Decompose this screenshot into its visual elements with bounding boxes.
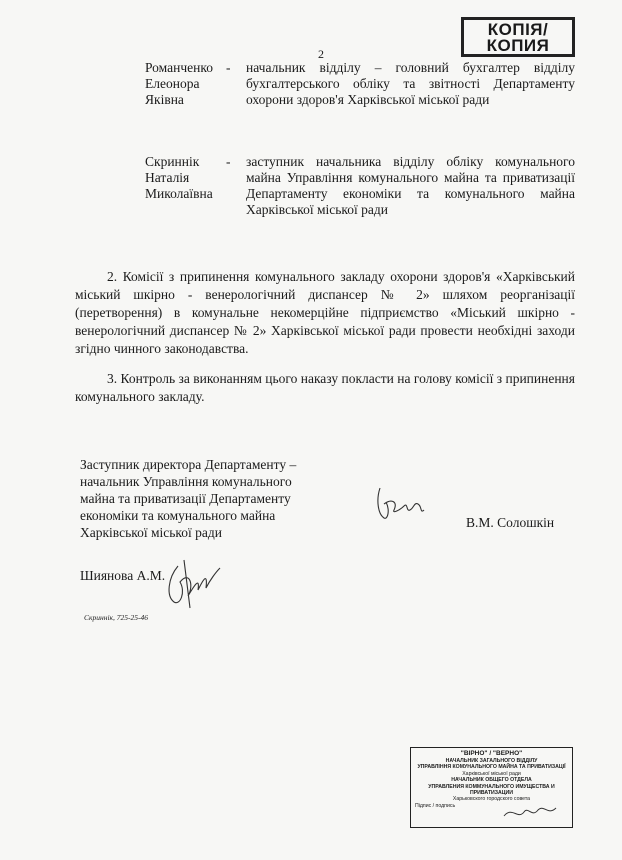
member-role: заступник начальника відділу обліку комунального майна Управління комунального майна та приватизації Департаменту економіки та комунального майна Харківської міської ради [246,154,575,217]
signatory-title-line: майна та приватизації Департаменту [80,491,291,506]
copy-stamp [461,17,575,57]
verno-stamp-signature-label: Підпис / подпись [415,802,456,809]
author-contact: Скриннік, 725-25-46 [84,613,149,622]
member-first-name: Елеонора [145,76,200,91]
member-patronymic: Миколаївна [145,186,213,201]
verno-signature-icon [500,800,560,824]
verno-stamp-title: "ВІРНО" / "ВЕРНО" [460,750,523,757]
signatory-title-line: економіки та комунального майна [80,508,276,523]
paragraph-text: 3. Контроль за виконанням цього наказу покласти на голову комісії з припинення комунального закладу. [75,371,575,404]
member-first-name: Наталія [145,170,190,185]
member-dash: - [226,154,231,169]
paragraph-3 [75,370,575,406]
page-number: 2 [318,47,324,61]
verno-stamp-line: Харківської міської ради [462,770,521,777]
signatory-title [80,456,310,541]
copy-stamp-line2: КОПИЯ [486,36,550,55]
member-surname: Романченко [145,60,213,75]
member-surname: Скриннік [145,154,200,169]
author-name: Шиянова А.М. [80,568,166,583]
signatory-name: В.М. Солошкін [466,515,555,530]
paragraph-2 [75,268,575,358]
verno-stamp-line: НАЧАЛЬНИК ОБЩЕГО ОТДЕЛА [451,777,532,784]
verno-stamp-line: НАЧАЛЬНИК ЗАГАЛЬНОГО ВІДДІЛУ [445,758,538,764]
verno-stamp-line: Харьковского городского совета [452,796,531,803]
signatory-title-line: начальник Управління комунального [80,474,292,489]
signatory-title-line: Харківської міської ради [80,525,223,540]
member-dash: - [226,60,231,75]
member-patronymic: Яківна [145,92,184,107]
signatory-signature-icon [370,480,430,525]
verno-stamp-line: УПРАВЛІННЯ КОМУНАЛЬНОГО МАЙНА ТА ПРИВАТИЗАЦІЇ [417,764,566,771]
signatory-title-line: Заступник директора Департаменту – [80,457,297,472]
verno-stamp-line: УПРАВЛЕНИЯ КОММУНАЛЬНОГО ИМУЩЕСТВА И ПРИВАТИЗАЦИИ [428,783,555,797]
copy-stamp-line1: КОПІЯ/ [487,20,549,39]
author-signature-icon [160,556,230,616]
member-role: начальник відділу – головний бухгалтер відділу бухгалтерського обліку та звітності Департаменту охорони здоров'я Харківської міської ради [246,60,575,107]
paragraph-text: 2. Комісії з припинення комунального закладу охорони здоров'я «Харківський міський шкірно - венерологічний диспансер № 2» шляхом реорганізації (перетворення) в комунальне некомерційне підприємство «Міський шкірно - венерологічний диспансер № 2» Харківської міської ради провести необхідні заходи згідно чинного законодавства. [75,269,575,356]
